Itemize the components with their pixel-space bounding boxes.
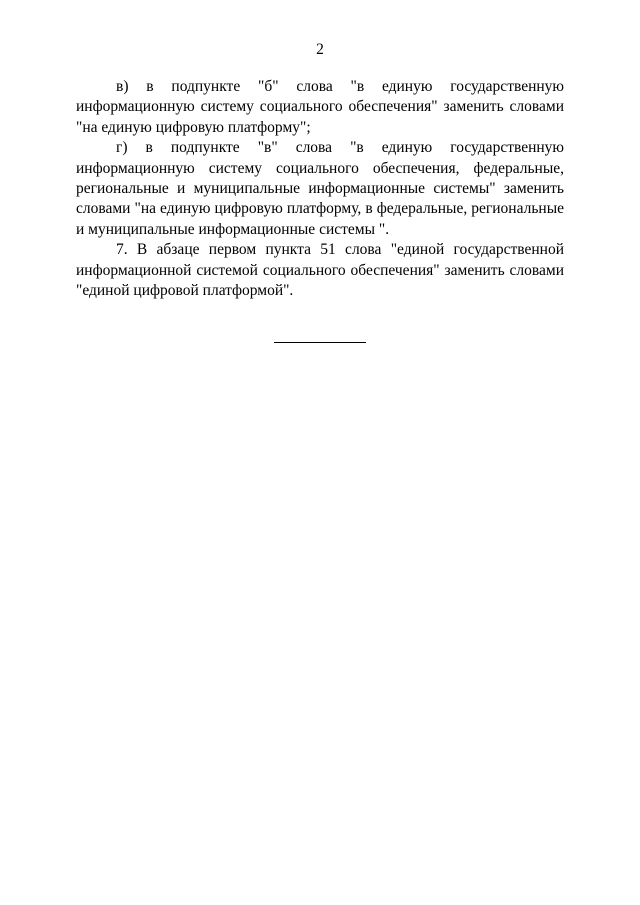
paragraph-item-g: г) в подпункте "в" слова "в единую государственную информационную систему социального обеспечения, федеральные, региональные и муниципальные информационные системы" заменить словами "на единую цифровую платформу, в федеральные, региональные и муниципальные информационные системы ". — [76, 139, 564, 238]
paragraph-point-7: 7. В абзаце первом пункта 51 слова "единой государственной информационной системой социального обеспечения" заменить словами "единой цифровой платформой". — [76, 241, 564, 300]
paragraph-item-v: в) в подпункте "б" слова "в единую государственную информационную систему социального обеспечения" заменить словами "на единую цифровую платформу"; — [76, 78, 564, 136]
document-body — [76, 77, 564, 301]
page-number: 2 — [316, 41, 324, 58]
end-separator-line — [274, 342, 366, 343]
